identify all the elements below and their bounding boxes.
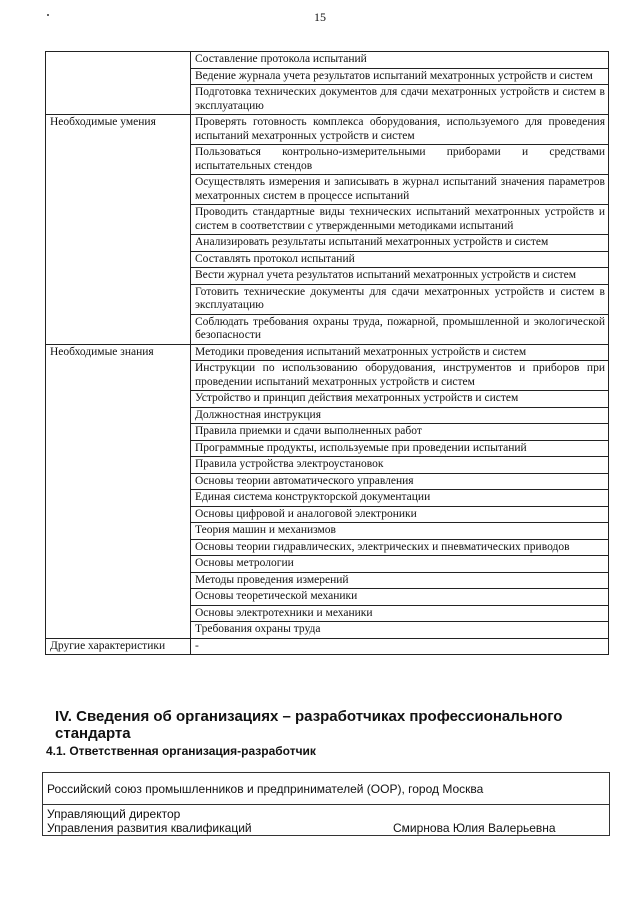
row-item-text: Основы теории гидравлических, электрических и пневматических приводов	[191, 539, 609, 556]
row-item-text: Должностная инструкция	[191, 407, 609, 424]
row-item-text: Составление протокола испытаний	[191, 52, 609, 69]
row-category-label: Необходимые умения	[46, 115, 191, 345]
requirements-table-body	[46, 52, 609, 655]
row-item-text: Готовить технические документы для сдачи мехатронных устройств и систем в эксплуатацию	[191, 284, 609, 314]
row-item-text: Анализировать результаты испытаний мехатронных устройств и систем	[191, 235, 609, 252]
organization-box	[42, 772, 610, 836]
row-item-text: Проводить стандартные виды технических испытаний мехатронных устройств и систем в соответствии с утвержденными методиками испытаний	[191, 205, 609, 235]
row-item-text: Вести журнал учета результатов испытаний мехатронных устройств и систем	[191, 268, 609, 285]
table-row	[46, 344, 609, 361]
row-item-text: Пользоваться контрольно-измерительными приборами и средствами испытательных стендов	[191, 145, 609, 175]
subsection-title: 4.1. Ответственная организация-разработчик	[46, 744, 316, 758]
row-item-text: Основы теоретической механики	[191, 589, 609, 606]
table-row	[46, 638, 609, 655]
section-title: IV. Сведения об организациях – разработчиках профессионального стандарта	[55, 708, 563, 742]
row-item-text: Проверять готовность комплекса оборудования, используемого для проведения испытаний мехатронных устройств и систем	[191, 115, 609, 145]
row-item-text: Ведение журнала учета результатов испытаний мехатронных устройств и систем	[191, 68, 609, 85]
row-item-text: Теория машин и механизмов	[191, 523, 609, 540]
table-row	[46, 115, 609, 145]
organization-name-row	[42, 772, 610, 805]
table-row	[46, 52, 609, 69]
row-category-label	[46, 52, 191, 115]
position-line-1: Управляющий директор	[47, 807, 181, 821]
row-item-text: Требования охраны труда	[191, 622, 609, 639]
person-name: Смирнова Юлия Валерьевна	[393, 821, 556, 835]
row-item-text: Основы электротехники и механики	[191, 605, 609, 622]
row-category-label: Другие характеристики	[46, 638, 191, 655]
row-item-text: Методы проведения измерений	[191, 572, 609, 589]
row-item-text: Подготовка технических документов для сдачи мехатронных устройств и систем в эксплуатацию	[191, 85, 609, 115]
row-item-text: Правила приемки и сдачи выполненных работ	[191, 424, 609, 441]
row-category-label: Необходимые знания	[46, 344, 191, 638]
row-item-text: Единая система конструкторской документации	[191, 490, 609, 507]
row-item-text: Осуществлять измерения и записывать в журнал испытаний значения параметров мехатронных систем в процессе испытаний	[191, 175, 609, 205]
row-item-text: Соблюдать требования охраны труда, пожарной, промышленной и экологической безопасности	[191, 314, 609, 344]
row-item-text: Основы теории автоматического управления	[191, 473, 609, 490]
row-item-text: Методики проведения испытаний мехатронных устройств и систем	[191, 344, 609, 361]
row-item-text: Основы метрологии	[191, 556, 609, 573]
organization-signatory-row	[42, 805, 610, 836]
row-item-text: -	[191, 638, 609, 655]
row-item-text: Программные продукты, используемые при проведении испытаний	[191, 440, 609, 457]
position-line-2: Управления развития квалификаций	[47, 821, 252, 835]
row-item-text: Основы цифровой и аналоговой электроники	[191, 506, 609, 523]
row-item-text: Устройство и принцип действия мехатронных устройств и систем	[191, 391, 609, 408]
row-item-text: Правила устройства электроустановок	[191, 457, 609, 474]
requirements-table	[45, 51, 609, 655]
organization-name: Российский союз промышленников и предпринимателей (ООР), город Москва	[47, 782, 484, 796]
row-item-text: Составлять протокол испытаний	[191, 251, 609, 268]
row-item-text: Инструкции по использованию оборудования, инструментов и приборов при проведении испытаний мехатронных устройств и систем	[191, 361, 609, 391]
page-number: 15	[314, 10, 326, 24]
